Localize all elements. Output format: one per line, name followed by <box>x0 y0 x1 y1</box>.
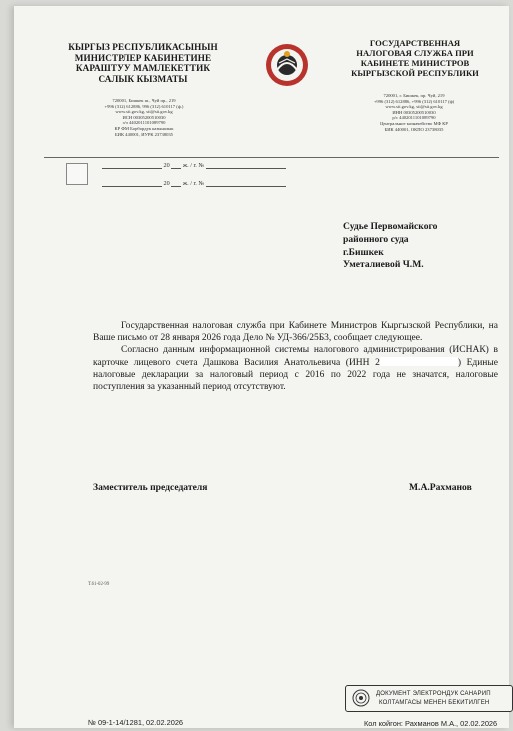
date-line-label: ж. / г. № <box>182 162 205 169</box>
registration-box <box>66 163 88 185</box>
state-emblem-icon <box>264 42 310 88</box>
document-page <box>14 6 509 728</box>
date-line-year: 20 <box>163 180 170 187</box>
date-line-1 <box>102 161 286 169</box>
body-text: Согласно данным информационной системы налогового администрирования (ИСНАК) в карточке лицевого счета Дашкова Василия Анатольевича (ИНН 2 <box>93 345 498 368</box>
recipient-block <box>343 221 437 272</box>
date-line-label: ж. / г. № <box>182 180 205 187</box>
date-line-year: 20 <box>163 162 170 169</box>
address-line: 720001, г. Бишкек, пр. Чуй, 219 <box>383 93 445 98</box>
signed-by: Кол койгон: Рахманов М.А., 02.02.2026 <box>364 719 498 728</box>
address-line: www.sti.gov.kg, sti@sti.gov.kg <box>385 104 443 110</box>
body-text: ) Единые налоговые декларации за налоговый период с 2016 по 2022 года не значатся, налоговые поступления за указанный период отсутствуют. <box>93 357 498 393</box>
redacted-inn <box>380 357 458 366</box>
address-line: э/э 4402011101089790 <box>122 120 166 126</box>
document-number: № 09-1-14/1281, 02.02.2026 <box>88 718 184 727</box>
body-paragraph-2 <box>93 344 498 393</box>
address-line: 720001, Бишкек ш., Чуй пр., 219 <box>112 98 176 103</box>
header-left-line: КЫРГЫЗ РЕСПУБЛИКАСЫНЫН <box>68 42 218 52</box>
header-right-line: КАБИНЕТЕ МИНИСТРОВ <box>360 58 470 68</box>
header-right-line: КЫРГЫЗСКОЙ РЕСПУБЛИКИ <box>351 68 479 78</box>
recipient-line: районного суда <box>343 233 409 245</box>
header-left-line: САЛЫК КЫЗМАТЫ <box>98 73 188 84</box>
header-right-address <box>349 93 479 132</box>
header-right-line: ГОСУДАРСТВЕННАЯ <box>369 38 461 48</box>
header-divider <box>44 157 499 158</box>
stamp-line-2: КОЛТАМГАСЫ МЕНЕН БЕКИТИЛГЕН <box>379 700 490 706</box>
address-line: БИК 440001, ИУРК 23738035 <box>115 131 173 137</box>
address-line: ИНН 00305200510030 <box>392 109 436 115</box>
date-line-2 <box>102 179 286 187</box>
recipient-line: г.Бишкек <box>343 246 384 258</box>
stamp-line-1: ДОКУМЕНТ ЭЛЕКТРОНДУК САНАРИП <box>376 691 491 697</box>
address-line: ИСН 00305200510030 <box>122 114 166 120</box>
address-line: Центральное казначейство МФ КР <box>380 120 448 126</box>
address-line: КР ФМ Борбордук казыналык <box>114 125 174 131</box>
header-left-line: МИНИСТРЛЕР КАБИНЕТИНЕ <box>74 52 212 63</box>
signatory-name: М.А.Рахманов <box>409 482 472 493</box>
body-paragraph-1: Государственная налоговая служба при Кабинете Министров Кыргызской Республики, на Ваше письмо от 28 января 2026 года Дело № УД-366/25Б3, сообщает следующее. <box>93 321 498 344</box>
address-line: р/с 4402011101089790 <box>392 115 436 121</box>
digital-signature-stamp <box>345 685 513 712</box>
recipient-line: Судье Первомайского <box>343 221 438 232</box>
header-right-org <box>340 38 490 78</box>
form-code: Т.61-02-99 <box>88 582 110 587</box>
header-left-line: КАРАШТУУ МАМЛЕКЕТТИК <box>75 63 211 73</box>
header-left-address <box>74 98 214 137</box>
address-line: +996 (312) 612886, +996 (312) 610117 (ф) <box>373 98 455 104</box>
header-right-line: НАЛОГОВАЯ СЛУЖБА ПРИ <box>356 48 474 58</box>
address-line: БИК 440001, ОКПО 23738035 <box>384 126 444 132</box>
address-line: +996 (312) 612886, 996 (312) 610117 (ф.) <box>104 103 184 109</box>
signatory-title: Заместитель председателя <box>93 482 208 493</box>
header-left-org <box>58 42 228 84</box>
recipient-line: Уметалиевой Ч.М. <box>343 259 424 271</box>
address-line: www.sti.gov.kg, sti@sti.gov.kg <box>115 109 173 115</box>
emblem-icon <box>352 689 370 707</box>
letter-body <box>93 320 498 393</box>
